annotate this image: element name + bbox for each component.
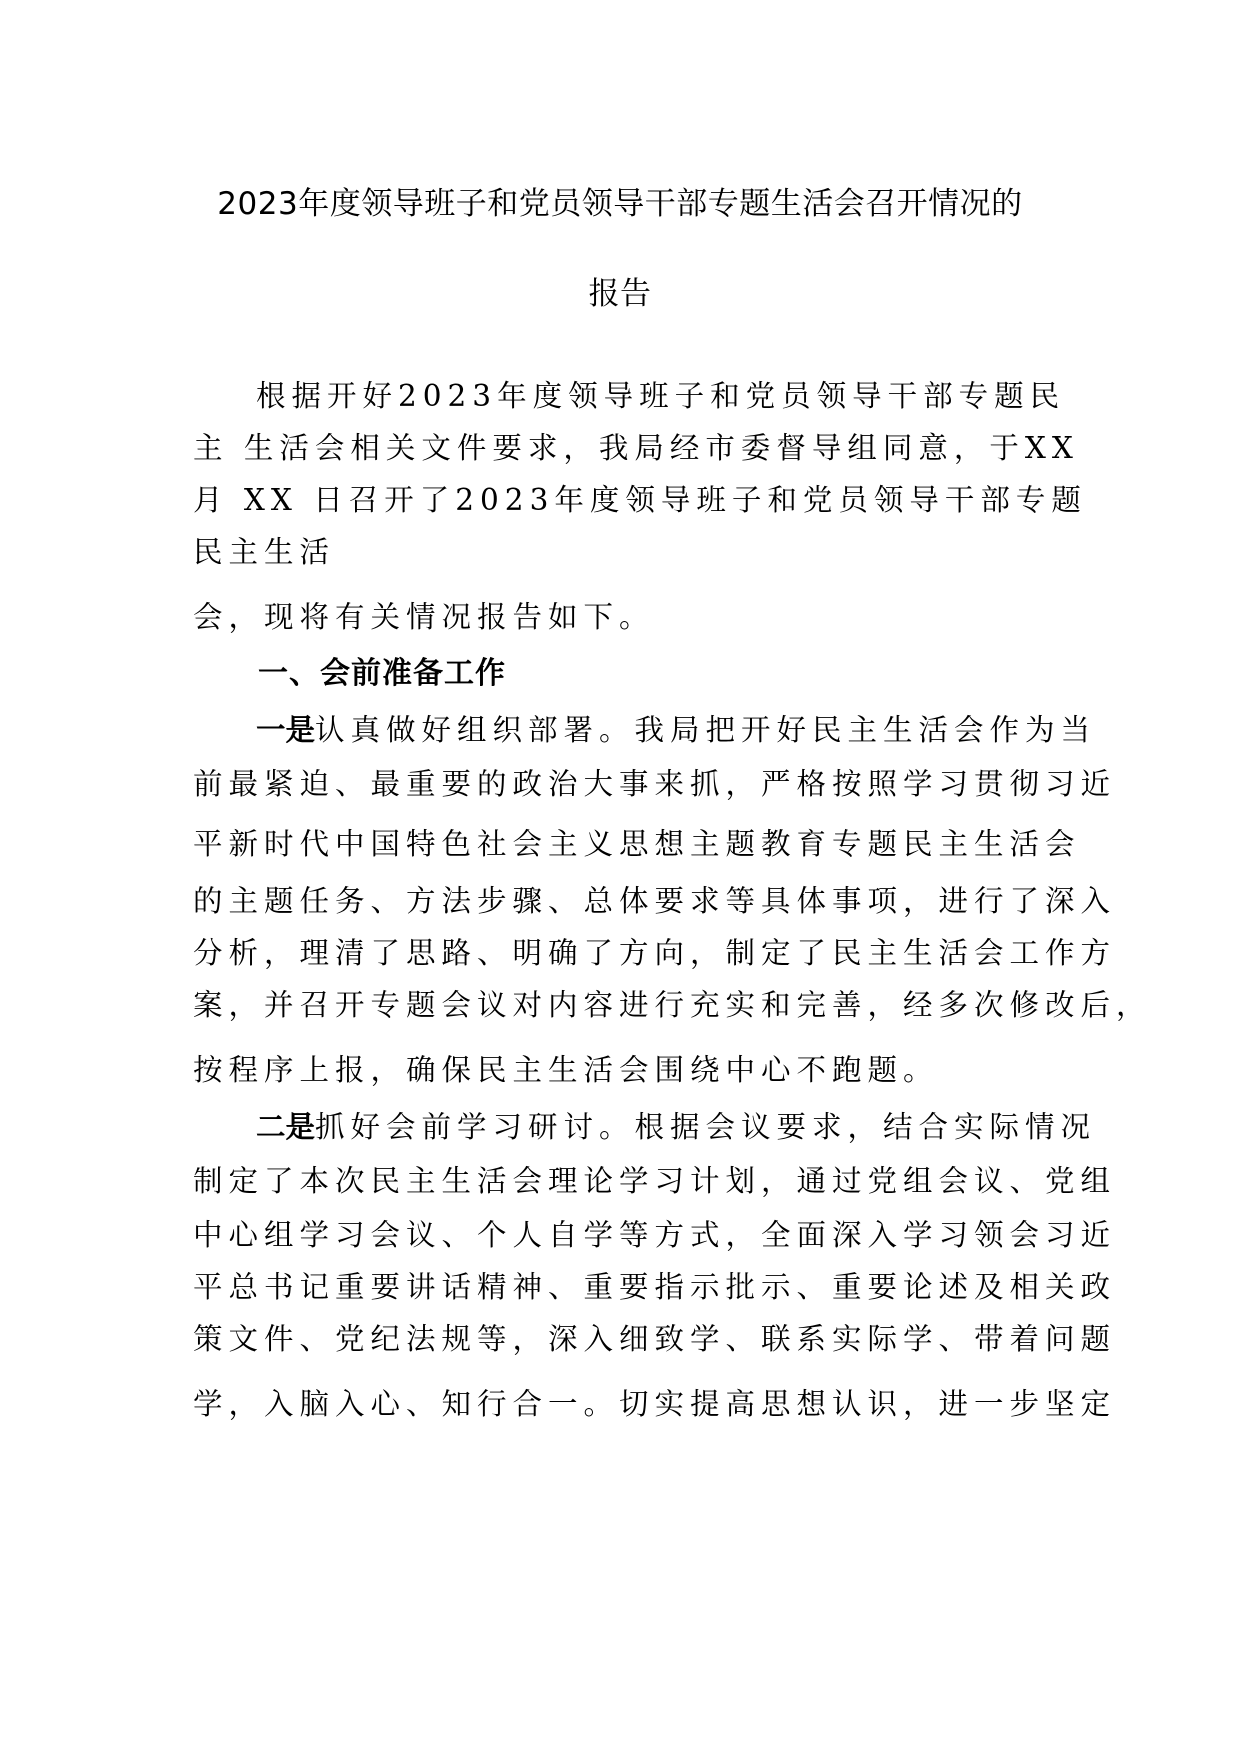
intro-line-4: 民主生活 <box>193 535 336 569</box>
paragraph-2-line-6: 学，入脑入心、知行合一。切实提高思想认识，进一步坚定 <box>193 1387 1117 1421</box>
intro-line-5: 会，现将有关情况报告如下。 <box>193 600 655 634</box>
paragraph-2-line-4: 平总书记重要讲话精神、重要指示批示、重要论述及相关政 <box>193 1270 1117 1304</box>
paragraph-2-line-2: 制定了本次民主生活会理论学习计划，通过党组会议、党组 <box>193 1164 1117 1198</box>
paragraph-1-line-6: 案，并召开专题会议对内容进行充实和完善，经多次修改后， <box>193 988 1152 1022</box>
paragraph-1-line-1-text: 认真做好组织部署。我局把开好民主生活会作为当 <box>315 713 1097 747</box>
paragraph-1-line-4: 的主题任务、方法步骤、总体要求等具体事项，进行了深入 <box>193 884 1117 918</box>
intro-line-2: 主 生活会相关文件要求，我局经市委督导组同意，于XX <box>193 431 1079 465</box>
paragraph-2-line-1-text: 抓好会前学习研讨。根据会议要求，结合实际情况 <box>315 1110 1097 1144</box>
paragraph-1-line-5: 分析，理清了思路、明确了方向，制定了民主生活会工作方 <box>193 936 1117 970</box>
paragraph-1-line-3: 平新时代中国特色社会主义思想主题教育专题民主生活会 <box>193 827 1081 861</box>
intro-line-3: 月 XX 日召开了2023年度领导班子和党员领导干部专题 <box>193 483 1087 517</box>
section-heading-1: 一、会前准备工作 <box>258 656 506 691</box>
paragraph-2-lead: 二是 <box>256 1110 316 1144</box>
document-title-line-2: 报告 <box>588 276 652 312</box>
document-title-line-1: 2023年度领导班子和党员领导干部专题生活会召开情况的 <box>217 186 1023 222</box>
paragraph-2-line-5: 策文件、党纪法规等，深入细致学、联系实际学、带着问题 <box>193 1322 1117 1356</box>
paragraph-1-lead: 一是 <box>256 713 316 747</box>
paragraph-1-line-2: 前最紧迫、最重要的政治大事来抓，严格按照学习贯彻习近 <box>193 767 1117 801</box>
paragraph-2-line-3: 中心组学习会议、个人自学等方式，全面深入学习领会习近 <box>193 1218 1117 1252</box>
paragraph-1-line-1 <box>256 713 1097 747</box>
paragraph-1-line-7: 按程序上报，确保民主生活会围绕中心不跑题。 <box>193 1053 939 1087</box>
intro-line-1: 根据开好2023年度领导班子和党员领导干部专题民 <box>256 379 1066 413</box>
paragraph-2-line-1 <box>256 1110 1097 1144</box>
